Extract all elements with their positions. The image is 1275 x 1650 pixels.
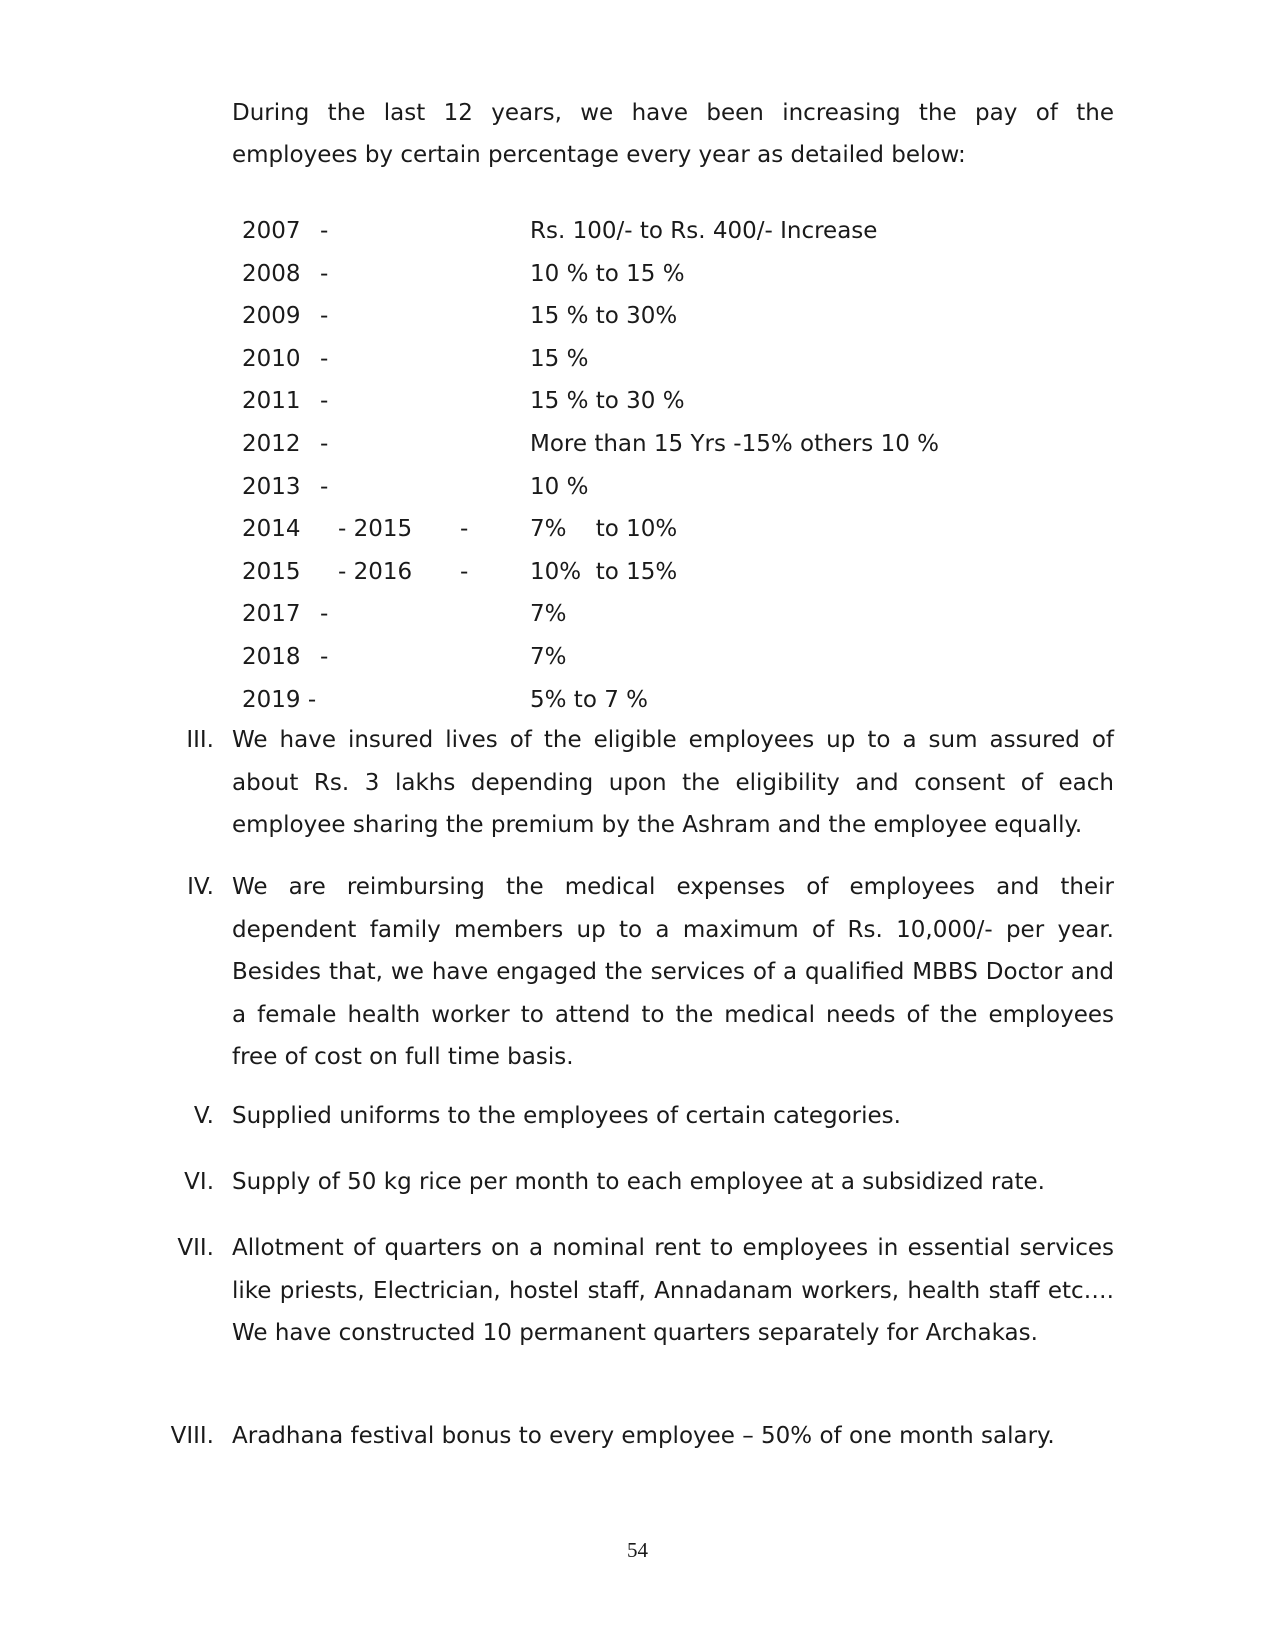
pay-value: 10 % to 15 % xyxy=(530,260,685,287)
pay-dash: - xyxy=(320,260,329,287)
intro-paragraph xyxy=(232,92,1114,176)
list-item-text: Supply of 50 kg rice per month to each employee at a subsidized rate. xyxy=(232,1169,1045,1195)
pay-year: 2010 xyxy=(242,345,301,372)
pay-row xyxy=(242,210,1042,253)
pay-row xyxy=(242,636,1042,679)
pay-value: 15 % xyxy=(530,345,589,372)
pay-dash: - xyxy=(320,345,329,372)
pay-year: 2008 xyxy=(242,260,301,287)
pay-value: 10 % xyxy=(530,473,589,500)
pay-year-to: - 2015 xyxy=(338,516,413,543)
pay-row xyxy=(242,508,1042,551)
pay-dash: - xyxy=(320,643,329,670)
pay-year: 2015 xyxy=(242,558,301,585)
page-number: 54 xyxy=(627,1538,648,1562)
pay-value: 15 % to 30% xyxy=(530,303,678,330)
pay-row xyxy=(242,466,1042,509)
list-numeral: V. xyxy=(193,1103,214,1129)
intro-line-1: During the last 12 years, we have been increasing the pay of the xyxy=(232,100,1114,126)
pay-value: 10% to 15% xyxy=(530,558,678,585)
pay-year: 2013 xyxy=(242,473,301,500)
pay-year: 2009 xyxy=(242,303,301,330)
pay-row xyxy=(242,295,1042,338)
pay-dash: - xyxy=(460,516,469,543)
pay-dash: - xyxy=(460,558,469,585)
pay-value: More than 15 Yrs -15% others 10 % xyxy=(530,430,940,457)
pay-year: 2018 xyxy=(242,643,301,670)
pay-dash: - xyxy=(320,473,329,500)
pay-row xyxy=(242,253,1042,296)
pay-year: 2017 xyxy=(242,601,301,628)
pay-dash: - xyxy=(320,601,329,628)
pay-year: 2012 xyxy=(242,430,301,457)
pay-year: 2011 xyxy=(242,388,301,415)
list-numeral: VI. xyxy=(184,1169,214,1195)
pay-value: Rs. 100/- to Rs. 400/- Increase xyxy=(530,218,878,244)
pay-value: 7% xyxy=(530,643,567,670)
pay-dash: - xyxy=(320,430,329,457)
intro-line-2: employees by certain percentage every year as detailed below: xyxy=(232,142,966,168)
pay-dash: - xyxy=(320,218,329,244)
pay-row xyxy=(242,679,1042,722)
pay-dash: - xyxy=(320,303,329,330)
pay-row xyxy=(242,380,1042,423)
pay-value: 15 % to 30 % xyxy=(530,388,685,415)
pay-year: 2007 xyxy=(242,218,301,244)
list-numeral: III. xyxy=(186,727,214,753)
pay-year: 2014 xyxy=(242,516,301,543)
pay-increase-table xyxy=(242,210,1042,721)
pay-row xyxy=(242,338,1042,381)
list-numeral: IV. xyxy=(187,874,214,900)
pay-year-to: - 2016 xyxy=(338,558,413,585)
pay-row xyxy=(242,593,1042,636)
pay-row xyxy=(242,551,1042,594)
list-item-text: Allotment of quarters on a nominal rent to employees in essential services like priests, Electrician, hostel staff, Annadanam workers, health staff etc…. We have constructed 10 permanent quarters separately for Archakas. xyxy=(232,1235,1114,1346)
list-numeral: VIII. xyxy=(170,1423,214,1449)
pay-value: 5% to 7 % xyxy=(530,686,648,713)
pay-value: 7% to 10% xyxy=(530,516,678,543)
pay-value: 7% xyxy=(530,601,567,628)
list-item-text: We have insured lives of the eligible employees up to a sum assured of about Rs. 3 lakhs depending upon the eligibility and consent of each employee sharing the premium by the Ashram and the employee equally. xyxy=(232,727,1114,838)
list-item-text: We are reimbursing the medical expenses of employees and their dependent family members up to a maximum of Rs. 10,000/- per year. Besides that, we have engaged the services of a qualified MBBS Doctor and a female health worker to attend to the medical needs of the employees free of cost on full time basis. xyxy=(232,874,1114,1070)
list-item-text: Aradhana festival bonus to every employee – 50% of one month salary. xyxy=(232,1423,1055,1449)
pay-row xyxy=(242,423,1042,466)
list-item-text: Supplied uniforms to the employees of certain categories. xyxy=(232,1103,901,1129)
pay-year: 2019 - xyxy=(242,686,317,713)
list-numeral: VII. xyxy=(177,1235,214,1261)
pay-dash: - xyxy=(320,388,329,415)
